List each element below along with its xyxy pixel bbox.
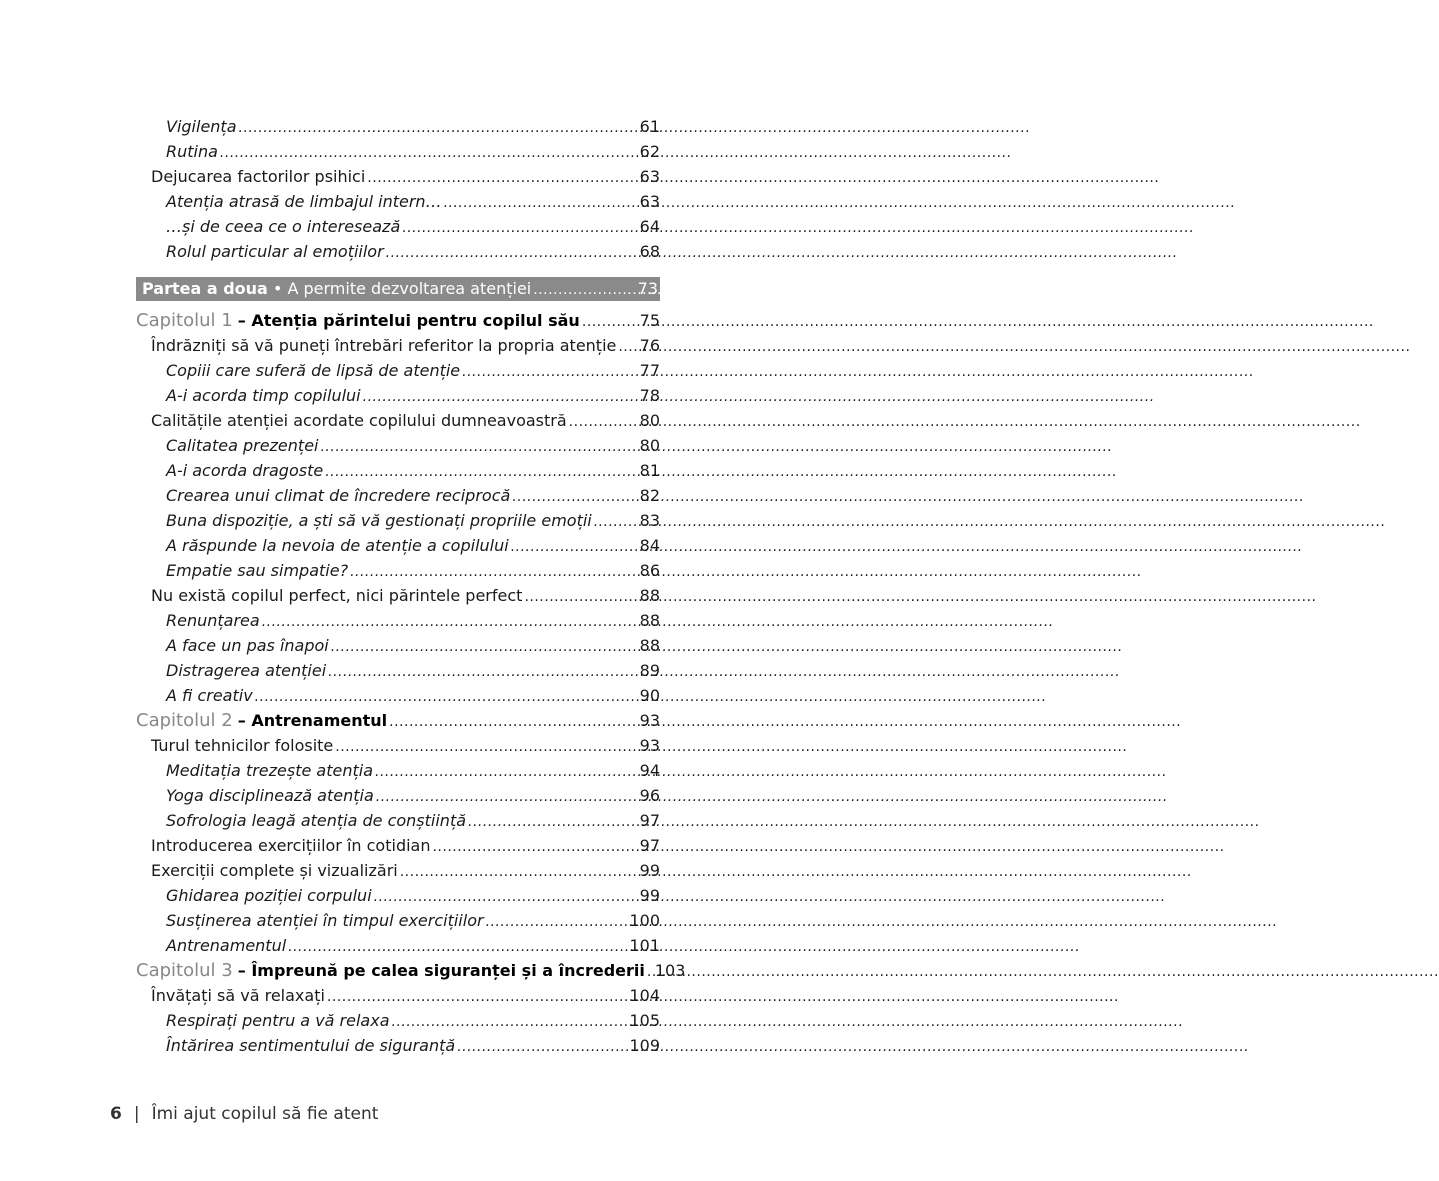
part-subtitle: A permite dezvoltarea atenției (287, 279, 532, 298)
toc-subsection-entry[interactable] (136, 189, 660, 214)
page-number-ref: 63 (639, 192, 660, 211)
entry-title: Rutina (166, 142, 218, 161)
toc-subsection-entry[interactable] (136, 558, 660, 583)
entry-title: A fi creativ (166, 686, 253, 705)
entry-title: Antrenamentul (166, 936, 287, 955)
page-number-ref: 90 (639, 686, 660, 705)
page-number-ref: 80 (639, 436, 660, 455)
dot-leader (335, 735, 637, 760)
dot-leader (367, 166, 637, 191)
chapter-title: – Antrenamentul (237, 711, 388, 730)
page-number-ref: 75 (639, 311, 660, 330)
toc-chapter-entry[interactable] (136, 308, 660, 333)
dot-leader (331, 635, 638, 660)
page-number-ref: 82 (639, 486, 660, 505)
toc-subsection-entry[interactable] (136, 683, 660, 708)
toc-section-entry[interactable] (136, 583, 660, 608)
entry-title: Meditația trezește atenția (166, 761, 373, 780)
dot-leader (402, 216, 637, 241)
dot-leader (288, 935, 627, 960)
toc-subsection-entry[interactable] (136, 783, 660, 808)
dot-leader (512, 485, 637, 510)
dot-leader (618, 335, 637, 360)
toc-subsection-entry[interactable] (136, 358, 660, 383)
entry-title: Vigilența (166, 117, 237, 136)
toc-subsection-entry[interactable] (136, 808, 660, 833)
page-number-ref: 109 (629, 1036, 660, 1055)
page-number-ref: 100 (629, 911, 660, 930)
toc-section-entry[interactable] (136, 408, 660, 433)
entry-title: Întărirea sentimentului de siguranță (166, 1036, 456, 1055)
entry-title: Introducerea exercițiilor în cotidian (151, 836, 431, 855)
page-number-ref: 94 (639, 761, 660, 780)
dot-leader (524, 585, 637, 610)
page-number-ref: 93 (639, 711, 660, 730)
dot-leader (468, 810, 638, 835)
page-number-ref: 80 (639, 411, 660, 430)
entry-title: Atenția atrasă de limbajul intern… (166, 192, 442, 211)
dot-leader (320, 435, 637, 460)
page-number-ref: 76 (639, 336, 660, 355)
part-title (142, 277, 531, 301)
chapter-label: Capitolul 3 (136, 960, 233, 981)
entry-title: Turul tehnicilor folosite (151, 736, 334, 755)
page-number-ref: 88 (639, 636, 660, 655)
page-number-ref: 84 (639, 536, 660, 555)
toc-subsection-entry[interactable] (136, 758, 660, 783)
footer-separator: | (133, 1104, 140, 1124)
dot-leader (432, 835, 637, 860)
dot-leader (374, 885, 638, 910)
bullet-separator: • (267, 279, 288, 298)
entry-title: Copiii care suferă de lipsă de atenție (166, 361, 461, 380)
entry-title: Învățați să vă relaxați (151, 986, 325, 1005)
page-number-ref: 105 (629, 1011, 660, 1030)
toc-subsection-entry[interactable] (136, 1008, 660, 1033)
dot-leader (462, 360, 638, 385)
page-number-ref: 64 (639, 217, 660, 236)
toc-subsection-entry[interactable] (136, 139, 660, 164)
entry-title: A-i acorda timp copilului (166, 386, 361, 405)
dot-leader (220, 141, 638, 166)
dot-leader (392, 1010, 628, 1035)
toc-chapter-entry[interactable] (136, 708, 660, 733)
entry-title: Rolul particular al emoțiilor (166, 242, 384, 261)
page-number-ref: 63 (639, 167, 660, 186)
chapter-label: Capitolul 1 (136, 310, 233, 331)
page-number-ref: 77 (639, 361, 660, 380)
dot-leader (328, 660, 638, 685)
toc-subsection-entry[interactable] (136, 633, 660, 658)
entry-title: Empatie sau simpatie? (166, 561, 349, 580)
dot-leader (262, 610, 638, 635)
entry-title: A-i acorda dragoste (166, 461, 324, 480)
entry-title: Respirați pentru a vă relaxa (166, 1011, 390, 1030)
page-number-ref: 104 (629, 986, 660, 1005)
toc-subsection-entry[interactable] (136, 608, 660, 633)
dot-leader (444, 191, 638, 216)
page-number-ref: 101 (629, 936, 660, 955)
page-number-ref: 86 (639, 561, 660, 580)
page-number-ref: 62 (639, 142, 660, 161)
page-footer (110, 1104, 378, 1124)
page-number-ref: 73 (637, 279, 658, 298)
dot-leader (486, 910, 628, 935)
entry-title: A face un pas înapoi (166, 636, 329, 655)
dot-leader (400, 860, 638, 885)
toc-section-entry[interactable] (136, 983, 660, 1008)
dot-leader (375, 760, 638, 785)
toc-subsection-entry[interactable] (136, 1033, 660, 1058)
toc-section-entry[interactable] (136, 858, 660, 883)
entry-title: Nu există copilul perfect, nici părintele perfect (151, 586, 523, 605)
toc-subsection-entry[interactable] (136, 933, 660, 958)
entry-title: Distragerea atenției (166, 661, 327, 680)
entry-title: Dejucarea factorilor psihici (151, 167, 366, 186)
chapter-title: – Împreună pe calea siguranței și a încrederii (237, 961, 645, 980)
entry-title: Ghidarea poziției corpului (166, 886, 372, 905)
page-number-ref: 99 (639, 886, 660, 905)
entry-title: Susținerea atenției în timpul exercițiilor (166, 911, 484, 930)
toc-subsection-entry[interactable] (136, 383, 660, 408)
dot-leader (569, 410, 638, 435)
dot-leader (533, 278, 635, 302)
entry-title: Exerciții complete și vizualizări (151, 861, 398, 880)
page-number-ref: 97 (639, 836, 660, 855)
running-title: Îmi ajut copilul să fie atent (151, 1104, 379, 1124)
dot-leader (325, 460, 637, 485)
chapter-heading (136, 708, 387, 733)
page-number-ref: 83 (639, 511, 660, 530)
entry-title: Sofrologia leagă atenția de conștiință (166, 811, 467, 830)
toc-subsection-entry[interactable] (136, 508, 660, 533)
dot-leader (582, 310, 638, 335)
entry-title: Yoga disciplinează atenția (166, 786, 374, 805)
page-number-ref: 99 (639, 861, 660, 880)
chapter-heading (136, 308, 580, 333)
toc-subsection-entry[interactable] (136, 908, 660, 933)
page-number-ref: 97 (639, 811, 660, 830)
dot-leader (363, 385, 638, 410)
page-number-ref: 61 (639, 117, 660, 136)
table-of-contents (136, 114, 686, 1058)
page-number-ref: 88 (639, 586, 660, 605)
dot-leader (511, 535, 638, 560)
toc-part-heading[interactable] (136, 277, 660, 301)
toc-subsection-entry[interactable] (136, 114, 660, 139)
entry-title: A răspunde la nevoia de atenție a copilului (166, 536, 509, 555)
entry-title: Renunțarea (166, 611, 260, 630)
page-number-ref: 89 (639, 661, 660, 680)
toc-section-entry[interactable] (136, 833, 660, 858)
dot-leader (457, 1035, 627, 1060)
toc-chapter-entry[interactable] (136, 958, 686, 983)
page-number-ref: 96 (639, 786, 660, 805)
dot-leader (255, 685, 638, 710)
toc-subsection-entry[interactable] (136, 458, 660, 483)
page-number-ref: 78 (639, 386, 660, 405)
dot-leader (350, 560, 638, 585)
toc-subsection-entry[interactable] (136, 433, 660, 458)
page-number: 6 (110, 1104, 122, 1124)
chapter-title: – Atenția părintelui pentru copilul său (237, 311, 580, 330)
page-number-ref: 103 (654, 961, 686, 980)
toc-section-entry[interactable] (136, 164, 660, 189)
toc-section-entry[interactable] (136, 733, 660, 758)
toc-subsection-entry[interactable] (136, 214, 660, 239)
toc-subsection-entry[interactable] (136, 483, 660, 508)
dot-leader (386, 241, 638, 266)
chapter-heading (136, 958, 645, 983)
entry-title: Crearea unui climat de încredere reciprocă (166, 486, 511, 505)
toc-subsection-entry[interactable] (136, 883, 660, 908)
page-number-ref: 81 (639, 461, 660, 480)
entry-title: Calitatea prezenței (166, 436, 319, 455)
dot-leader (594, 510, 638, 535)
page-number-ref: 88 (639, 611, 660, 630)
entry-title: …și de ceea ce o interesează (166, 217, 401, 236)
page-number-ref: 93 (639, 736, 660, 755)
page-number-ref: 68 (639, 242, 660, 261)
chapter-label: Capitolul 2 (136, 710, 233, 731)
part-label: Partea a doua (142, 279, 268, 298)
toc-subsection-entry[interactable] (136, 658, 660, 683)
dot-leader (327, 985, 628, 1010)
toc-section-entry[interactable] (136, 333, 660, 358)
dot-leader (389, 710, 638, 735)
dot-leader (239, 116, 638, 141)
toc-subsection-entry[interactable] (136, 533, 660, 558)
entry-title: Buna dispoziție, a ști să vă gestionați propriile emoții (166, 511, 592, 530)
entry-title: Îndrăzniți să vă puneți întrebări referitor la propria atenție (151, 336, 617, 355)
toc-subsection-entry[interactable] (136, 239, 660, 264)
dot-leader (647, 960, 653, 985)
entry-title: Calitățile atenției acordate copilului dumneavoastră (151, 411, 567, 430)
dot-leader (376, 785, 638, 810)
